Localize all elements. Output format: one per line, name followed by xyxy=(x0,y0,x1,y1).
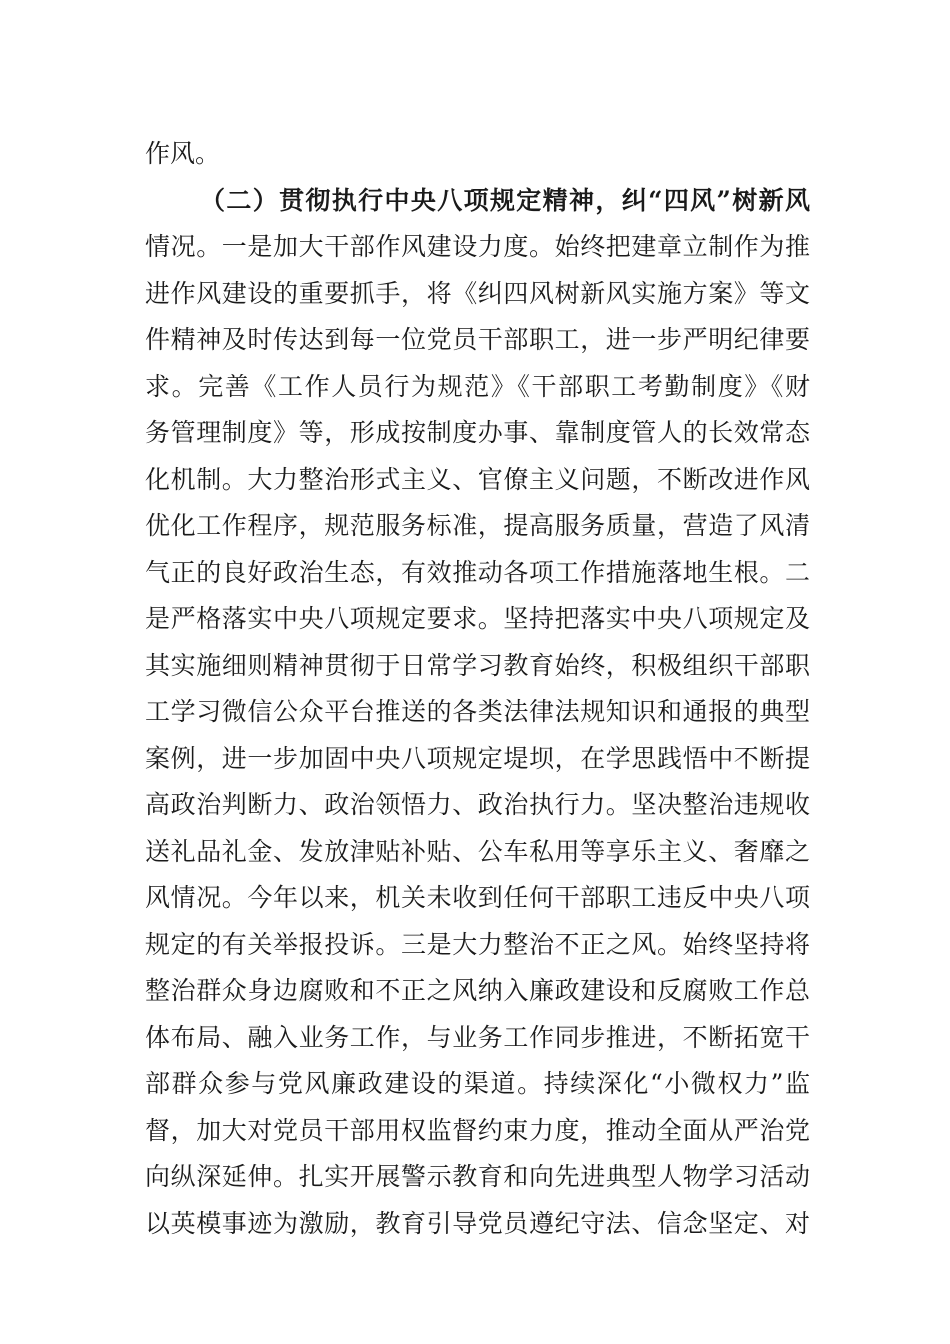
text-line: 案例，进一步加固中央八项规定堤坝，在学思践悟中不断提 xyxy=(145,743,810,773)
body-text xyxy=(145,131,810,1247)
text-line: 气正的良好政治生态，有效推动各项工作措施落地生根。二 xyxy=(145,557,810,587)
text-line: 工学习微信公众平台推送的各类法律法规知识和通报的典型 xyxy=(145,697,810,726)
text-line: 其实施细则精神贯彻于日常学习教育始终，积极组织干部职 xyxy=(145,650,810,680)
text-line: 是严格落实中央八项规定要求。坚持把落实中央八项规定及 xyxy=(145,604,810,633)
text-line: 送礼品礼金、发放津贴补贴、公车私用等享乐主义、奢靡之 xyxy=(145,836,810,866)
text-line: 向纵深延伸。扎实开展警示教育和向先进典型人物学习活动 xyxy=(145,1162,810,1191)
text-line: 风情况。今年以来，机关未收到任何干部职工违反中央八项 xyxy=(145,883,810,912)
text-line: 务管理制度》等，形成按制度办事、靠制度管人的长效常态 xyxy=(145,418,810,447)
text-line: 求。完善《工作人员行为规范》《干部职工考勤制度》《财 xyxy=(145,371,810,401)
text-line: 化机制。大力整治形式主义、官僚主义问题，不断改进作风 xyxy=(145,464,810,494)
text-line: 优化工作程序，规范服务标准，提高服务质量，营造了风清 xyxy=(145,511,810,540)
text-line: 督，加大对党员干部用权监督约束力度，推动全面从严治党 xyxy=(145,1115,810,1145)
text-line: 规定的有关举报投诉。三是大力整治不正之风。始终坚持将 xyxy=(145,929,810,959)
text-line: 件精神及时传达到每一位党员干部职工，进一步严明纪律要 xyxy=(145,325,810,354)
text-line: 以英模事迹为激励，教育引导党员遵纪守法、信念坚定、对 xyxy=(145,1208,810,1238)
text-line: 进作风建设的重要抓手，将《纠四风树新风实施方案》等文 xyxy=(145,278,810,308)
text-line: 整治群众身边腐败和不正之风纳入廉政建设和反腐败工作总 xyxy=(145,976,810,1005)
text-line: 体布局、融入业务工作，与业务工作同步推进，不断拓宽干 xyxy=(145,1022,810,1052)
text-line: 高政治判断力、政治领悟力、政治执行力。坚决整治违规收 xyxy=(145,790,810,819)
section-heading-line: （二）贯彻执行中央八项规定精神，纠“四风”树新风 xyxy=(200,185,810,215)
text-line: 作风。 xyxy=(145,139,221,168)
text-line: 情况。一是加大干部作风建设力度。始终把建章立制作为推 xyxy=(145,232,810,261)
text-line: 部群众参与党风廉政建设的渠道。持续深化“小微权力”监 xyxy=(145,1069,810,1098)
